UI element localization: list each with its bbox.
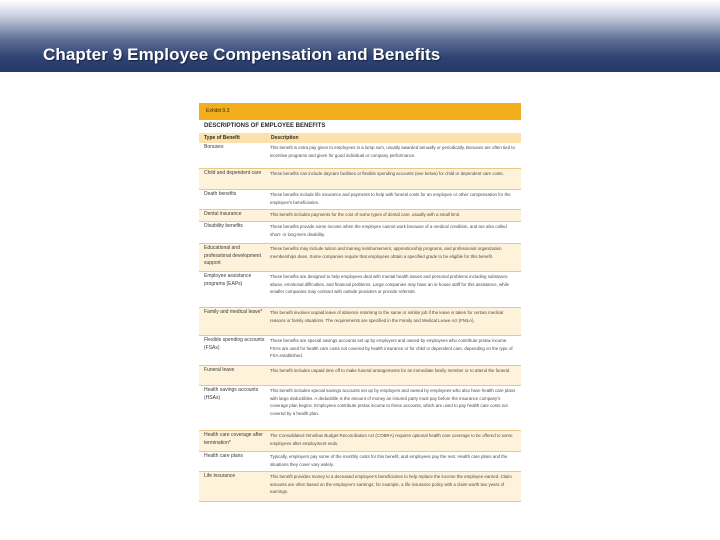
table-row <box>199 308 521 336</box>
table-row <box>199 190 521 210</box>
benefit-type: Death benefits <box>204 191 237 197</box>
benefit-type: Health care coverage after termination* <box>204 432 263 446</box>
table-row <box>199 222 521 244</box>
slide-title: Chapter 9 Employee Compensation and Benefits <box>43 45 441 64</box>
benefit-description: This benefit provides money to a deceased employee's beneficiaries to help replace the income the employee earned. Claim amounts are often based on the employee's earnings; for example, a life insurance policy with a claim worth two years of earnings. <box>270 474 512 494</box>
exhibit-label: Exhibit 9.3 <box>199 103 521 120</box>
table-row <box>199 244 521 272</box>
column-header-description: Description <box>271 135 299 141</box>
benefit-type: Life insurance <box>204 473 236 479</box>
benefit-description: Typically, employers pay some of the monthly costs for this benefit, and employees pay the rest. Health care plans and the situations they cover vary widely. <box>270 454 508 467</box>
benefit-description: The Consolidated Omnibus Budget Reconciliation Act (COBRA) requires optional health care coverage to be offered to some employees after employment ends. <box>270 433 513 446</box>
table-row <box>199 431 521 452</box>
benefits-exhibit <box>199 103 521 512</box>
benefit-type: Employee assistance programs (EAPs) <box>204 273 252 287</box>
table-row <box>199 452 521 472</box>
table-row <box>199 336 521 366</box>
table-row <box>199 386 521 431</box>
benefit-description: These benefits are designed to help employees deal with mental health issues and personal problems including substance abuse, emotional difficulties, and financial problems. Large companies may have an in-house staff for this assistance, while smaller companies may contract with outside providers or provide referrals. <box>270 274 510 294</box>
benefit-type: Health care plans <box>204 453 243 459</box>
benefit-type: Funeral leave <box>204 367 235 373</box>
table-row <box>199 143 521 169</box>
benefit-description: These benefits provide some income when the employee cannot work because of a medical condition, and are also called short- or long-term disability. <box>270 224 507 237</box>
benefit-description: These benefits are special savings accounts set up by employers and owned by employees who contribute pretax income. FSAs are used for health care costs not covered by health insurance or for child or dependent care, depending on the type of FSA established. <box>270 338 513 358</box>
table-row <box>199 472 521 502</box>
table-row <box>199 210 521 222</box>
column-header-type: Type of Benefit <box>204 135 240 141</box>
benefit-description: This benefit involves unpaid leave of absence returning to the same or similar job if the leave is taken for certain medical reasons or family situations. The requirements are specified in the Family and Medical Leave Act (FMLA). <box>270 310 504 323</box>
table-header <box>199 133 521 143</box>
benefit-type: Bonuses <box>204 144 224 150</box>
benefit-type: Family and medical leave* <box>204 309 263 315</box>
benefit-type: Child and dependent care <box>204 170 262 176</box>
benefit-description: This benefit includes special savings accounts set up by employers and owned by employees who also have health care plans with large deductibles. A deductible is the amount of money an insured party must pay before the insurance company's coverage plan begins. Employees contribute pretax income to these accounts, which are used to pay health care costs not covered by a health plan. <box>270 388 516 416</box>
benefit-type: Flexible spending accounts (FSAs) <box>204 337 265 351</box>
benefit-description: This benefit includes payments for the cost of some types of dental care, usually with a small limit. <box>270 212 461 217</box>
benefit-description: This benefit is extra pay given to employees in a lump sum, usually awarded annually or periodically. Bonuses are often tied to incentive programs and given for good individual or company performance. <box>270 145 515 158</box>
table-row <box>199 366 521 386</box>
exhibit-title: DESCRIPTIONS OF EMPLOYEE BENEFITS <box>204 123 326 129</box>
table-row <box>199 169 521 190</box>
benefit-type: Educational and professional development support <box>204 245 261 266</box>
benefit-description: These benefits can include daycare facilities or flexible spending accounts (see below) for child or dependent care costs. <box>270 171 504 176</box>
benefit-description: These benefits may include tuition and training reimbursement, apprenticeship programs, and professional organization memberships dues. Some companies require that employees obtain a specified grade to be eligible for this benefit. <box>270 246 502 259</box>
benefit-description: This benefit includes unpaid time off to make funeral arrangements for an immediate family member or to attend the funeral. <box>270 368 511 373</box>
benefit-description: These benefits include life insurance and payments to help with funeral costs for an employee or other compensation for the employee's beneficiaries. <box>270 192 511 205</box>
benefit-type: Disability benefits <box>204 223 243 229</box>
benefit-type: Health savings accounts (HSAs) <box>204 387 259 401</box>
table-row <box>199 272 521 308</box>
benefit-type: Dental insurance <box>204 211 242 217</box>
title-bar <box>0 0 720 72</box>
